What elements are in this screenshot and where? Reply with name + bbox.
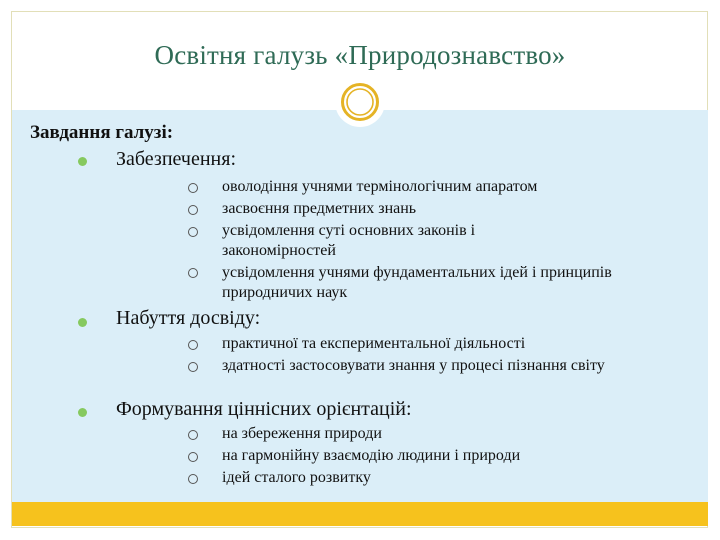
list-item: засвоєння предметних знань xyxy=(222,200,417,217)
circle-bullet-icon xyxy=(188,340,198,350)
footer-bar xyxy=(12,502,708,526)
double-ring-ornament-icon xyxy=(334,76,386,128)
section-label-provision: Забезпечення: xyxy=(116,148,237,170)
slide-title: Освітня галузь «Природознавство» xyxy=(154,40,566,70)
list-item: усвідомлення суті основних законів і закономірностей xyxy=(222,222,476,259)
list-item: здатності застосовувати знання у процесі пізнання світу xyxy=(222,357,605,374)
circle-bullet-icon xyxy=(188,183,198,193)
list-item: практичної та експериментальної діяльності xyxy=(222,335,526,352)
circle-bullet-icon xyxy=(188,430,198,440)
list-item: на гармонійну взаємодію людини і природи xyxy=(222,447,521,464)
section-label-values: Формування ціннісних орієнтацій: xyxy=(116,398,412,420)
section-label-experience: Набуття досвіду: xyxy=(116,307,261,329)
list-item: оволодіння учнями термінологічним апаратом xyxy=(222,178,538,195)
list-item: ідей сталого розвитку xyxy=(222,469,371,486)
tasks-heading: Завдання галузі: xyxy=(30,122,174,143)
bullet-icon xyxy=(78,157,87,166)
bullet-icon xyxy=(78,318,87,327)
bullet-icon xyxy=(78,408,87,417)
circle-bullet-icon xyxy=(188,362,198,372)
circle-bullet-icon xyxy=(188,205,198,215)
circle-bullet-icon xyxy=(188,452,198,462)
circle-bullet-icon xyxy=(188,227,198,237)
circle-bullet-icon xyxy=(188,268,198,278)
list-item: усвідомлення учнями фундаментальних ідей і принципів природничих наук xyxy=(222,264,612,301)
list-item: на збереження природи xyxy=(222,425,382,442)
circle-bullet-icon xyxy=(188,474,198,484)
